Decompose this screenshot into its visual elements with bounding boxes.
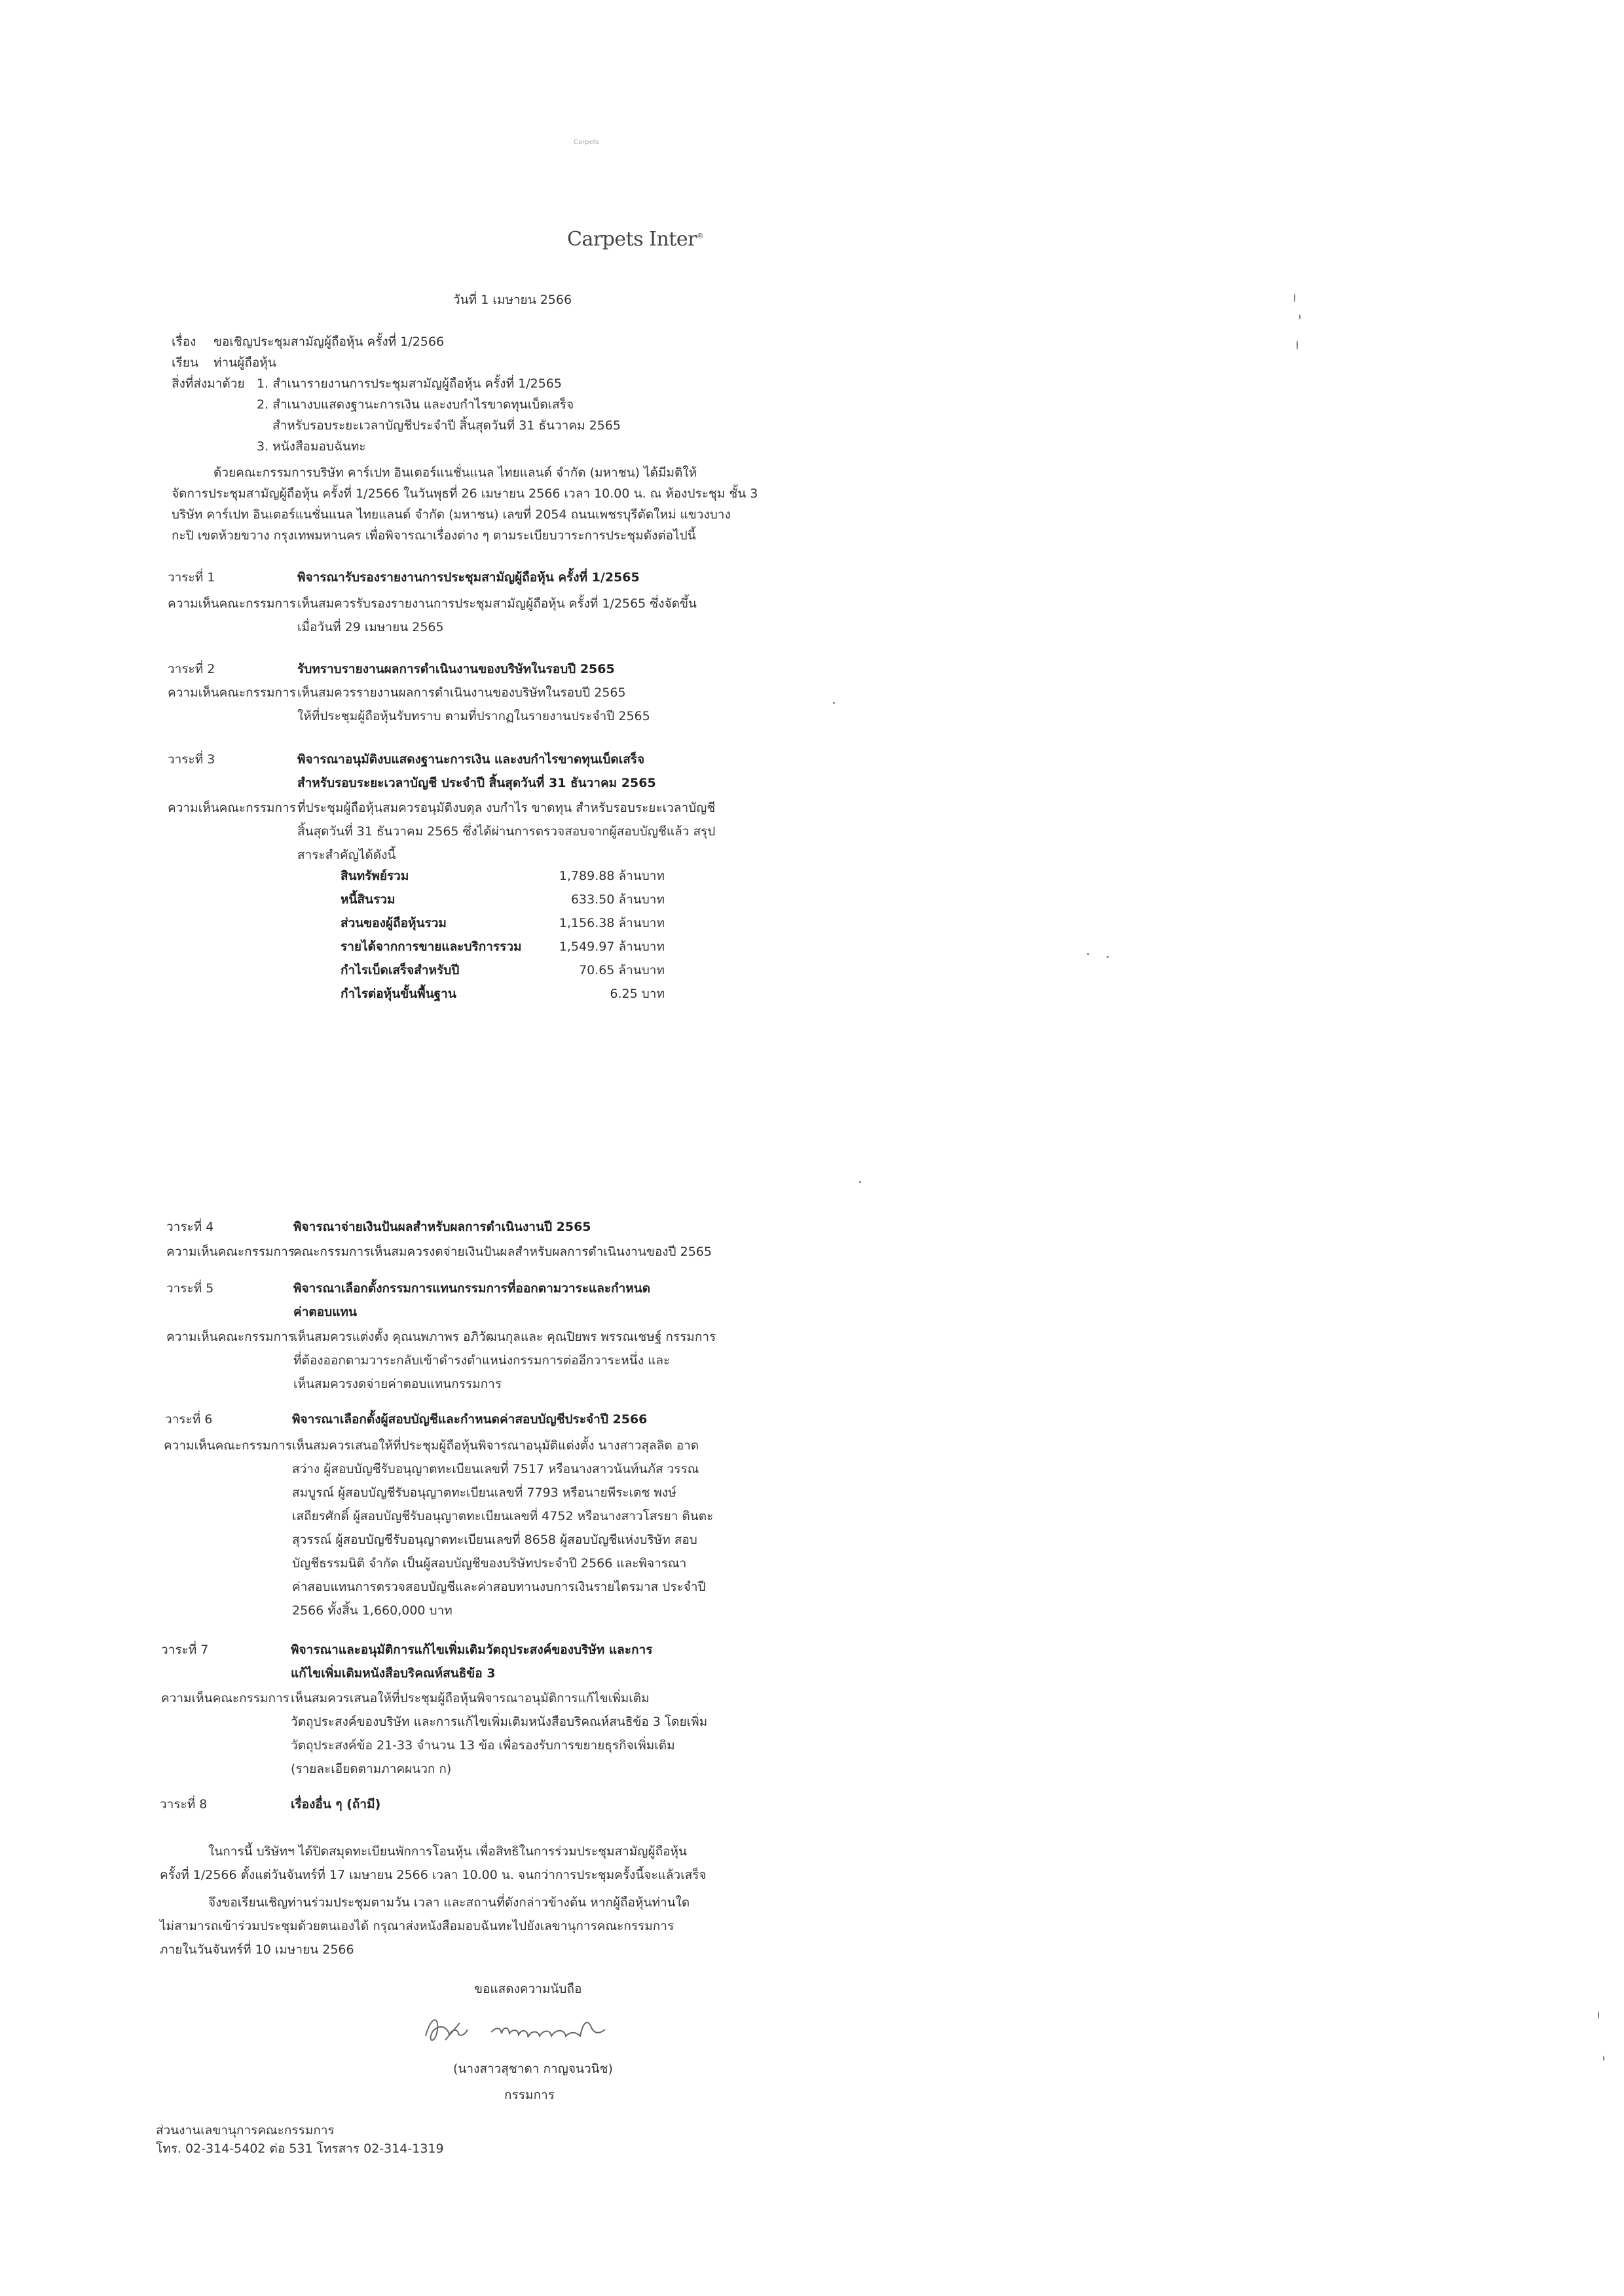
company-logo <box>567 228 703 251</box>
closing-line: ภายในวันจันทร์ที่ 10 เมษายน 2566 <box>160 1942 354 1957</box>
enclosure-item: 2. สำเนางบแสดงฐานะการเงิน และงบกำไรขาดทุนเบ็ดเสร็จ <box>257 397 574 412</box>
financial-label: หนี้สินรวม <box>341 892 396 907</box>
agenda-title: พิจารณาและอนุมัติการแก้ไขเพิ่มเติมวัตถุประสงค์ของบริษัท และการ <box>291 1643 653 1657</box>
financial-value: 633.50 ล้านบาท <box>570 892 665 907</box>
opinion-label: ความเห็นคณะกรรมการ <box>166 1245 295 1259</box>
signer-position: กรรมการ <box>504 2088 555 2102</box>
agenda-number: วาระที่ 4 <box>166 1220 214 1234</box>
agenda-opinion: คณะกรรมการเห็นสมควรงดจ่ายเงินปันผลสำหรับผลการดำเนินงานของปี 2565 <box>293 1245 712 1259</box>
agenda-opinion: วัตถุประสงค์ของบริษัท และการแก้ไขเพิ่มเติมหนังสือบริคณห์สนธิข้อ 3 โดยเพิ่ม <box>291 1715 708 1729</box>
logo-text: Carpets Inter <box>567 228 697 251</box>
agenda-number: วาระที่ 6 <box>165 1412 213 1427</box>
signature <box>419 2003 668 2056</box>
agenda-opinion: เห็นสมควรรายงานผลการดำเนินงานของบริษัทในรอบปี 2565 <box>297 685 626 700</box>
financial-row <box>0 935 665 958</box>
financial-summary <box>0 864 668 1015</box>
agenda-number: วาระที่ 3 <box>168 752 215 767</box>
opinion-label: ความเห็นคณะกรรมการ <box>161 1691 289 1705</box>
to-label: เรียน <box>172 355 198 370</box>
financial-value: 6.25 บาท <box>610 987 665 1001</box>
scan-speck <box>1299 314 1301 319</box>
agenda-number: วาระที่ 1 <box>168 570 215 585</box>
agenda-opinion: สาระสำคัญได้ดังนี้ <box>297 848 396 862</box>
agenda-opinion: วัตถุประสงค์ข้อ 21-33 จำนวน 13 ข้อ เพื่อรองรับการขยายธุรกิจเพิ่มเติม <box>291 1738 675 1753</box>
intro-body-line: จัดการประชุมสามัญผู้ถือหุ้น ครั้งที่ 1/2566 ในวันพุธที่ 26 เมษายน 2566 เวลา 10.00 น. ณ ห้องประชุม ชั้น 3 <box>172 486 758 501</box>
agenda-number: วาระที่ 8 <box>160 1797 208 1812</box>
agenda-opinion: เห็นสมควรแต่งตั้ง คุณนพภาพร อภิวัฒนกุลและ คุณปิยพร พรรณเชษฐ์ กรรมการ <box>293 1330 716 1344</box>
to-text: ท่านผู้ถือหุ้น <box>213 355 276 370</box>
agenda-opinion: สมบูรณ์ ผู้สอบบัญชีรับอนุญาตทะเบียนเลขที่ 7793 หรือนายพีระเดช พงษ์ <box>292 1485 676 1500</box>
financial-label: สินทรัพย์รวม <box>341 869 409 883</box>
agenda-opinion: สิ้นสุดวันที่ 31 ธันวาคม 2565 ซึ่งได้ผ่านการตรวจสอบจากผู้สอบบัญชีแล้ว สรุป <box>297 824 716 839</box>
agenda-number: วาระที่ 7 <box>161 1643 209 1657</box>
agenda-opinion: เห็นสมควรงดจ่ายค่าตอบแทนกรรมการ <box>293 1377 502 1391</box>
agenda-title: พิจารณาอนุมัติงบแสดงฐานะการเงิน และงบกำไรขาดทุนเบ็ดเสร็จ <box>297 752 645 767</box>
agenda-opinion: (รายละเอียดตามภาคผนวก ก) <box>291 1762 452 1776</box>
letter-date: วันที่ 1 เมษายน 2566 <box>453 293 572 307</box>
footer-department: ส่วนงานเลขานุการคณะกรรมการ <box>156 2123 335 2138</box>
agenda-title: ค่าตอบแทน <box>293 1305 357 1319</box>
agenda-opinion: ค่าสอบแทนการตรวจสอบบัญชีและค่าสอบทานงบการเงินรายไตรมาส ประจำปี <box>292 1580 706 1594</box>
agenda-opinion: สุวรรณ์ ผู้สอบบัญชีรับอนุญาตทะเบียนเลขที่ 8658 ผู้สอบบัญชีแห่งบริษัท สอบ <box>292 1533 697 1547</box>
opinion-label: ความเห็นคณะกรรมการ <box>168 596 296 611</box>
agenda-number: วาระที่ 5 <box>166 1281 214 1296</box>
agenda-title: แก้ไขเพิ่มเติมหนังสือบริคณห์สนธิข้อ 3 <box>291 1666 496 1681</box>
closing-line: ในการนี้ บริษัทฯ ได้ปิดสมุดทะเบียนพักการโอนหุ้น เพื่อสิทธิในการร่วมประชุมสามัญผู้ถือหุ้น <box>208 1844 688 1859</box>
intro-body-line: กะปิ เขตห้วยขวาง กรุงเทพมหานคร เพื่อพิจารณาเรื่องต่าง ๆ ตามระเบียบวาระการประชุมดังต่อไปนี้ <box>172 528 696 543</box>
agenda-opinion: เมื่อวันที่ 29 เมษายน 2565 <box>297 620 444 634</box>
agenda-number: วาระที่ 2 <box>168 662 215 676</box>
scan-speck <box>859 1181 861 1183</box>
header-mark: Carpets <box>574 139 599 146</box>
agenda-opinion: สว่าง ผู้สอบบัญชีรับอนุญาตทะเบียนเลขที่ 7517 หรือนางสาวนันท์นภัส วรรณ <box>292 1462 699 1476</box>
enclosure-item: สำหรับรอบระยะเวลาบัญชีประจำปี สิ้นสุดวันที่ 31 ธันวาคม 2565 <box>272 418 621 433</box>
financial-value: 1,549.97 ล้านบาท <box>559 939 665 954</box>
agenda-opinion: บัญชีธรรมนิติ จำกัด เป็นผู้สอบบัญชีของบริษัทประจำปี 2566 และพิจารณา <box>292 1556 687 1571</box>
scan-speck <box>1297 340 1298 350</box>
scan-speck <box>833 702 835 704</box>
agenda-opinion: เห็นสมควรเสนอให้ที่ประชุมผู้ถือหุ้นพิจารณาอนุมัติแต่งตั้ง นางสาวสุลลิต อาด <box>292 1438 699 1453</box>
opinion-label: ความเห็นคณะกรรมการ <box>166 1330 295 1344</box>
agenda-opinion: เห็นสมควรเสนอให้ที่ประชุมผู้ถือหุ้นพิจารณาอนุมัติการแก้ไขเพิ่มเติม <box>291 1691 650 1705</box>
financial-row <box>0 864 665 888</box>
footer-contact: โทร. 02-314-5402 ต่อ 531 โทรสาร 02-314-1319 <box>156 2141 444 2156</box>
enclosure-item: 3. หนังสือมอบฉันทะ <box>257 439 366 454</box>
financial-row <box>0 958 665 982</box>
enclosure-label: สิ่งที่ส่งมาด้วย <box>172 376 245 391</box>
closing-line: จึงขอเรียนเชิญท่านร่วมประชุมตามวัน เวลา และสถานที่ดังกล่าวข้างต้น หากผู้ถือหุ้นท่านใด <box>208 1895 690 1910</box>
intro-body-line: บริษัท คาร์เปท อินเตอร์แนชั่นแนล ไทยแลนด์ จำกัด (มหาชน) เลขที่ 2054 ถนนเพชรบุรีตัดใหม่ แขวงบาง <box>172 507 731 522</box>
opinion-label: ความเห็นคณะกรรมการ <box>164 1438 292 1453</box>
intro-body-line: ด้วยคณะกรรมการบริษัท คาร์เปท อินเตอร์แนชั่นแนล ไทยแลนด์ จำกัด (มหาชน) ได้มีมติให้ <box>213 465 697 480</box>
financial-row <box>0 888 665 911</box>
agenda-title: พิจารณาจ่ายเงินปันผลสำหรับผลการดำเนินงานปี 2565 <box>293 1220 591 1234</box>
financial-value: 1,156.38 ล้านบาท <box>559 916 665 930</box>
scan-speck <box>1603 2056 1604 2061</box>
signer-name: (นางสาวสุชาดา กาญจนวนิช) <box>453 2062 613 2076</box>
scan-speck <box>1107 956 1109 958</box>
financial-label: ส่วนของผู้ถือหุ้นรวม <box>341 916 447 930</box>
financial-label: รายได้จากการขายและบริการรวม <box>341 939 522 954</box>
closing-line: ครั้งที่ 1/2566 ตั้งแต่วันจันทร์ที่ 17 เมษายน 2566 เวลา 10.00 น. จนกว่าการประชุมครั้งนี้จะแล้วเสร็จ <box>160 1868 707 1882</box>
financial-label: กำไรต่อหุ้นขั้นพื้นฐาน <box>341 987 456 1001</box>
financial-row <box>0 911 665 935</box>
scan-speck <box>1087 953 1089 955</box>
subject-label: เรื่อง <box>172 335 196 349</box>
opinion-label: ความเห็นคณะกรรมการ <box>168 685 296 700</box>
agenda-title: พิจารณารับรองรายงานการประชุมสามัญผู้ถือหุ้น ครั้งที่ 1/2565 <box>297 570 640 585</box>
agenda-title: พิจารณาเลือกตั้งผู้สอบบัญชีและกำหนดค่าสอบบัญชีประจำปี 2566 <box>292 1412 648 1427</box>
financial-label: กำไรเบ็ดเสร็จสำหรับปี <box>341 963 460 977</box>
agenda-title: พิจารณาเลือกตั้งกรรมการแทนกรรมการที่ออกตามวาระและกำหนด <box>293 1281 651 1296</box>
scan-speck <box>1294 293 1295 302</box>
subject-text: ขอเชิญประชุมสามัญผู้ถือหุ้น ครั้งที่ 1/2566 <box>213 335 445 349</box>
agenda-title: เรื่องอื่น ๆ (ถ้ามี) <box>291 1797 381 1812</box>
agenda-opinion: ให้ที่ประชุมผู้ถือหุ้นรับทราบ ตามที่ปรากฏในรายงานประจำปี 2565 <box>297 709 650 723</box>
agenda-opinion: ที่ประชุมผู้ถือหุ้นสมควรอนุมัติงบดุล งบกำไร ขาดทุน สำหรับรอบระยะเวลาบัญชี <box>297 801 716 815</box>
closing-line: ไม่สามารถเข้าร่วมประชุมด้วยตนเองได้ กรุณาส่งหนังสือมอบฉันทะไปยังเลขานุการคณะกรรมการ <box>160 1919 674 1933</box>
regards-text: ขอแสดงความนับถือ <box>474 1982 582 1996</box>
agenda-opinion: เสถียรศักดิ์ ผู้สอบบัญชีรับอนุญาตทะเบียนเลขที่ 4752 หรือนางสาวโสรยา ตินตะ <box>292 1509 714 1523</box>
agenda-title: สำหรับรอบระยะเวลาบัญชี ประจำปี สิ้นสุดวันที่ 31 ธันวาคม 2565 <box>297 776 656 790</box>
agenda-title: รับทราบรายงานผลการดำเนินงานของบริษัทในรอบปี 2565 <box>297 662 615 676</box>
agenda-opinion: 2566 ทั้งสิ้น 1,660,000 บาท <box>292 1603 452 1618</box>
agenda-opinion: เห็นสมควรรับรองรายงานการประชุมสามัญผู้ถือหุ้น ครั้งที่ 1/2565 ซึ่งจัดขึ้น <box>297 596 697 611</box>
opinion-label: ความเห็นคณะกรรมการ <box>168 801 296 815</box>
enclosure-item: 1. สำเนารายงานการประชุมสามัญผู้ถือหุ้น ครั้งที่ 1/2565 <box>257 376 562 391</box>
agenda-opinion: ที่ต้องออกตามวาระกลับเข้าดำรงตำแหน่งกรรมการต่ออีกวาระหนึ่ง และ <box>293 1353 671 1368</box>
financial-value: 70.65 ล้านบาท <box>579 963 665 977</box>
financial-value: 1,789.88 ล้านบาท <box>559 869 665 883</box>
financial-row <box>0 982 665 1006</box>
scan-speck <box>1598 2011 1599 2019</box>
registered-mark: ® <box>696 232 704 240</box>
